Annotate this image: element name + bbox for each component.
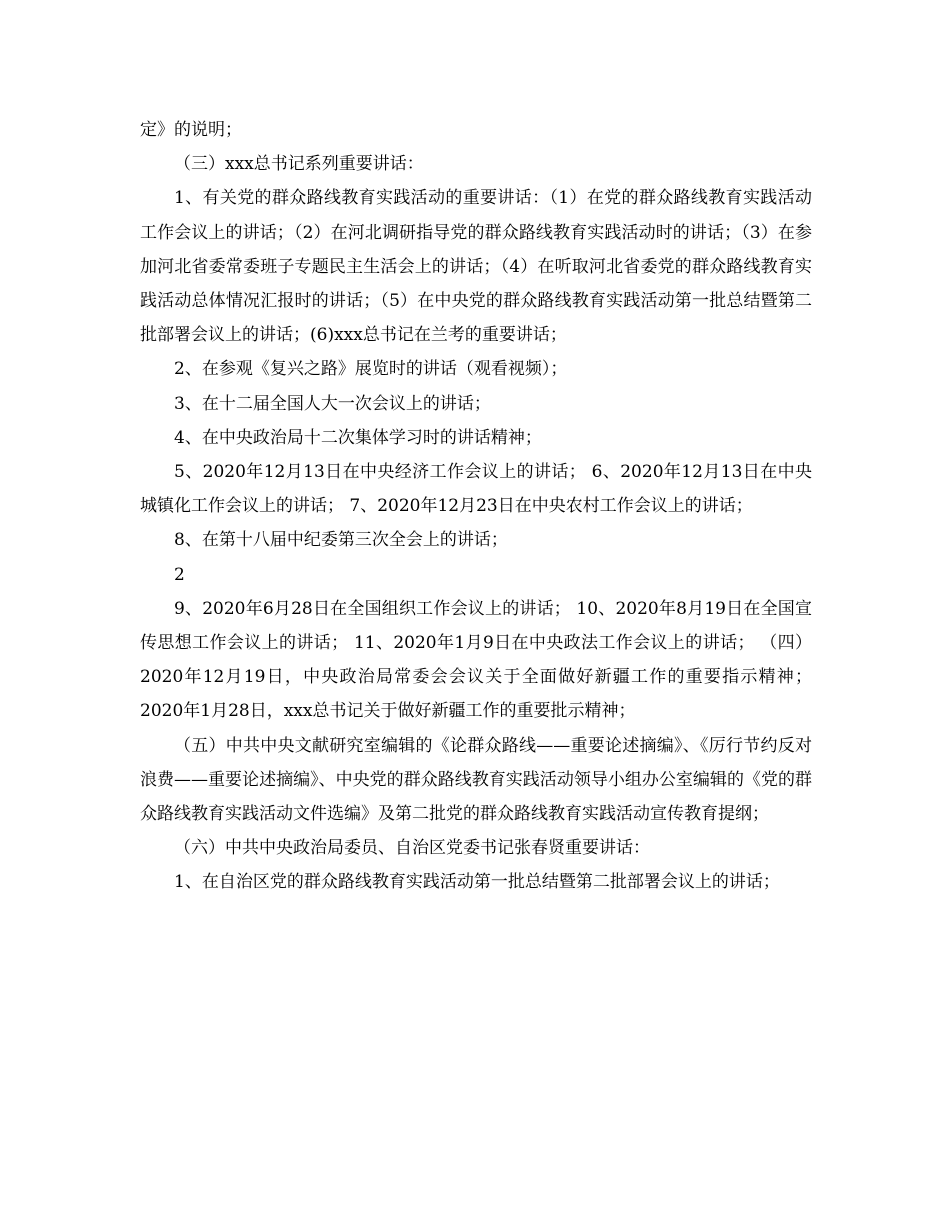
paragraph: 4、在中央政治局十二次集体学习时的讲话精神；: [174, 427, 542, 448]
section-heading: （五）中共中央文献研究室编辑的《论群众路线——重要论述摘编》、《厉行节约反对浪费——重要论述摘编》、中央党的群众路线教育实践活动领导小组办公室编辑的《党的群众路线教育实践活动文件选编》及第二批党的群众路线教育实践活动宣传教育提纲；: [140, 735, 812, 825]
paragraph: 9、2020年6月28日在全国组织工作会议上的讲话； 10、2020年8月19日在全国宣传思想工作会议上的讲话； 11、2020年1月9日在中央政法工作会议上的讲话； （四）2020年12月19日，中央政治局常委会会议关于全面做好新疆工作的重要指示精神；2020年1月28日，xxx总书记关于做好新疆工作的重要批示精神；: [140, 598, 812, 722]
paragraph: 1、在自治区党的群众路线教育实践活动第一批总结暨第二批部署会议上的讲话；: [174, 872, 780, 893]
paragraph: 5、2020年12月13日在中央经济工作会议上的讲话； 6、2020年12月13日在中央城镇化工作会议上的讲话； 7、2020年12月23日在中央农村工作会议上的讲话；: [140, 462, 812, 517]
paragraph: 2、在参观《复兴之路》展览时的讲话（观看视频）；: [174, 359, 568, 380]
paragraph: 3、在十二届全国人大一次会议上的讲话；: [174, 393, 491, 414]
paragraph: 8、在第十八届中纪委第三次全会上的讲话；: [174, 530, 508, 551]
page-number: 2: [174, 564, 185, 585]
paragraph: 定》的说明；: [140, 120, 242, 140]
document-body: [140, 113, 812, 900]
section-heading: （三）xxx总书记系列重要讲话：: [174, 154, 424, 175]
section-heading: （六）中共中央政治局委员、自治区党委书记张春贤重要讲话：: [174, 838, 650, 859]
paragraph: 1、有关党的群众路线教育实践活动的重要讲话：（1）在党的群众路线教育实践活动工作会议上的讲话；（2）在河北调研指导党的群众路线教育实践活动时的讲话；（3）在参加河北省委常委班子专题民主生活会上的讲话；（4）在听取河北省委党的群众路线教育实践活动总体情况汇报时的讲话；（5）在中央党的群众路线教育实践活动第一批总结暨第二批部署会议上的讲话；(6)xxx总书记在兰考的重要讲话；: [140, 188, 812, 346]
